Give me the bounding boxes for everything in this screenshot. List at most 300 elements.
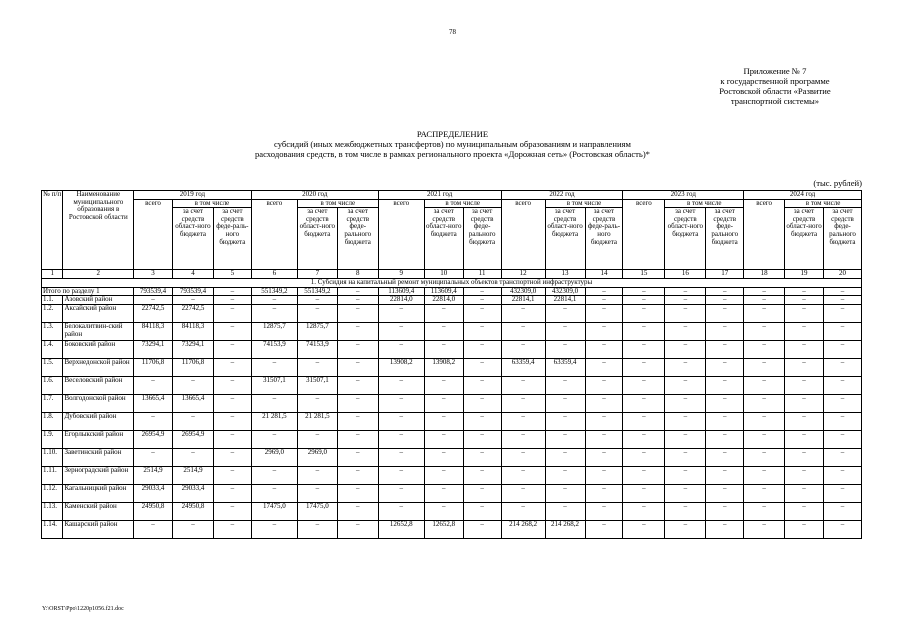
value-cell: – (213, 377, 251, 395)
value-cell: – (706, 323, 744, 341)
value-cell: 73294,1 (173, 341, 214, 359)
value-cell: – (337, 323, 378, 341)
table-body (42, 279, 862, 539)
value-cell: – (706, 296, 744, 305)
value-cell: – (623, 359, 665, 377)
table-row (42, 413, 862, 431)
value-cell: 22814,0 (378, 296, 424, 305)
row-name: Зерноградский район (63, 467, 134, 485)
value-cell: – (297, 296, 337, 305)
value-cell: – (585, 521, 623, 539)
value-cell: 12652,8 (378, 521, 424, 539)
value-cell: – (463, 485, 501, 503)
value-cell: 24950,8 (134, 503, 173, 521)
value-cell: 17475,0 (251, 503, 297, 521)
value-cell: – (785, 296, 824, 305)
table-row (42, 323, 862, 341)
value-cell: – (501, 305, 545, 323)
value-cell: – (665, 413, 706, 431)
value-cell: – (823, 296, 861, 305)
row-number: 1.11. (42, 467, 63, 485)
value-cell: 26954,9 (134, 431, 173, 449)
total-cell: 432309,0 (545, 287, 585, 296)
value-cell: – (585, 413, 623, 431)
value-cell: – (744, 503, 785, 521)
table-row (42, 485, 862, 503)
value-cell: – (337, 341, 378, 359)
value-cell: – (706, 359, 744, 377)
value-cell: – (706, 395, 744, 413)
value-cell: – (744, 431, 785, 449)
value-cell: – (424, 485, 463, 503)
total-cell: – (744, 287, 785, 296)
value-cell: – (213, 395, 251, 413)
value-cell: – (297, 431, 337, 449)
row-number: 1.6. (42, 377, 63, 395)
header-fed: за счет средств феде-рального бюджета (337, 208, 378, 270)
value-cell: – (744, 341, 785, 359)
value-cell: 21 281,5 (251, 413, 297, 431)
value-cell: – (173, 449, 214, 467)
value-cell: – (501, 449, 545, 467)
value-cell: 22742,5 (134, 305, 173, 323)
total-cell: 551349,2 (251, 287, 297, 296)
value-cell: 2969,0 (297, 449, 337, 467)
value-cell: 24950,8 (173, 503, 214, 521)
value-cell: 29033,4 (173, 485, 214, 503)
row-number: 1.5. (42, 359, 63, 377)
total-label: Итого по разделу 1 (42, 287, 134, 296)
value-cell: – (251, 521, 297, 539)
value-cell: – (378, 485, 424, 503)
value-cell: – (545, 485, 585, 503)
header-fed: за счет средств феде-раль-ного бюджета (213, 208, 251, 270)
value-cell: – (585, 485, 623, 503)
value-cell: – (463, 359, 501, 377)
table-row (42, 521, 862, 539)
header-year: 2022 год (501, 191, 623, 200)
value-cell: – (706, 431, 744, 449)
value-cell: – (501, 413, 545, 431)
column-number: 6 (251, 270, 297, 279)
header-incl: в том числе (424, 199, 501, 208)
value-cell: – (823, 485, 861, 503)
value-cell: 22814,1 (501, 296, 545, 305)
value-cell: – (785, 395, 824, 413)
value-cell: – (213, 323, 251, 341)
value-cell: – (665, 431, 706, 449)
header-total: всего (251, 199, 297, 270)
table-row (42, 359, 862, 377)
value-cell: – (706, 449, 744, 467)
value-cell: 12875,7 (251, 323, 297, 341)
value-cell: – (501, 377, 545, 395)
value-cell: – (785, 449, 824, 467)
header-fed: за счет средств феде-раль-ного бюджета (585, 208, 623, 270)
value-cell: – (623, 323, 665, 341)
value-cell: – (213, 521, 251, 539)
value-cell: – (785, 413, 824, 431)
value-cell: – (545, 395, 585, 413)
total-cell: – (823, 287, 861, 296)
value-cell: – (424, 431, 463, 449)
table-row (42, 395, 862, 413)
value-cell: 84118,3 (134, 323, 173, 341)
value-cell: – (665, 395, 706, 413)
value-cell: – (623, 449, 665, 467)
value-cell: 22814,0 (424, 296, 463, 305)
total-cell: 113609,4 (378, 287, 424, 296)
value-cell: – (785, 503, 824, 521)
row-name: Белокалитвин-ский район (63, 323, 134, 341)
table-row (42, 467, 862, 485)
value-cell: – (585, 377, 623, 395)
table-header (42, 191, 862, 279)
value-cell: – (623, 521, 665, 539)
units-label: (тыс. рублей) (813, 178, 862, 188)
row-number: 1.3. (42, 323, 63, 341)
value-cell: – (623, 413, 665, 431)
value-cell: – (744, 359, 785, 377)
value-cell: – (337, 521, 378, 539)
row-name: Боковский район (63, 341, 134, 359)
value-cell: – (706, 413, 744, 431)
title-line-3: расходования средств, в том числе в рамках регионального проекта «Дорожная сеть» (Ростовская область)* (255, 149, 650, 159)
value-cell: – (501, 485, 545, 503)
value-cell: – (785, 431, 824, 449)
value-cell: – (463, 449, 501, 467)
value-cell: – (585, 503, 623, 521)
table-row (42, 503, 862, 521)
row-number: 1.10. (42, 449, 63, 467)
value-cell: – (706, 467, 744, 485)
column-number: 5 (213, 270, 251, 279)
value-cell: – (378, 413, 424, 431)
value-cell: 74153,9 (251, 341, 297, 359)
value-cell: – (501, 395, 545, 413)
value-cell: – (213, 296, 251, 305)
value-cell: 214 268,2 (501, 521, 545, 539)
table-row (42, 431, 862, 449)
column-number: 15 (623, 270, 665, 279)
value-cell: – (173, 377, 214, 395)
value-cell: – (463, 296, 501, 305)
value-cell: – (463, 377, 501, 395)
value-cell: – (251, 359, 297, 377)
value-cell: – (785, 323, 824, 341)
value-cell: – (823, 503, 861, 521)
value-cell: – (823, 467, 861, 485)
value-cell: – (823, 395, 861, 413)
value-cell: – (463, 395, 501, 413)
value-cell: 12875,7 (297, 323, 337, 341)
column-number: 20 (823, 270, 861, 279)
value-cell: – (623, 503, 665, 521)
table-row (42, 341, 862, 359)
table-row (42, 305, 862, 323)
value-cell: – (623, 467, 665, 485)
header-obl: за счет средств област-ного бюджета (424, 208, 463, 270)
header-name: Наименование муниципального образования в Ростовской области (63, 191, 134, 270)
value-cell: 13908,2 (378, 359, 424, 377)
value-cell: – (337, 503, 378, 521)
column-number: 7 (297, 270, 337, 279)
header-fed: за счет средств феде-рального бюджета (706, 208, 744, 270)
value-cell: 11706,8 (173, 359, 214, 377)
value-cell: – (213, 449, 251, 467)
value-cell: – (744, 305, 785, 323)
total-cell: 551349,2 (297, 287, 337, 296)
value-cell: – (251, 305, 297, 323)
value-cell: – (585, 431, 623, 449)
value-cell: – (501, 323, 545, 341)
value-cell: – (337, 395, 378, 413)
value-cell: – (623, 341, 665, 359)
value-cell: 26954,9 (173, 431, 214, 449)
page-number: 78 (449, 28, 456, 36)
value-cell: – (785, 359, 824, 377)
row-name: Кагальницкий район (63, 485, 134, 503)
value-cell: – (424, 395, 463, 413)
value-cell: – (213, 467, 251, 485)
row-name: Волгодонской район (63, 395, 134, 413)
value-cell: – (463, 323, 501, 341)
row-name: Егорлыкский район (63, 431, 134, 449)
value-cell: – (213, 431, 251, 449)
header-incl: в том числе (173, 199, 252, 208)
value-cell: 13908,2 (424, 359, 463, 377)
value-cell: – (706, 503, 744, 521)
value-cell: – (823, 377, 861, 395)
value-cell: – (213, 341, 251, 359)
value-cell: – (665, 305, 706, 323)
value-cell: – (213, 503, 251, 521)
value-cell: 21 281,5 (297, 413, 337, 431)
header-obl: за счет средств област-ного бюджета (665, 208, 706, 270)
value-cell: – (585, 305, 623, 323)
value-cell: – (744, 413, 785, 431)
value-cell: – (545, 377, 585, 395)
value-cell: – (251, 485, 297, 503)
value-cell: – (823, 305, 861, 323)
value-cell: – (463, 467, 501, 485)
title-line-1: РАСПРЕДЕЛЕНИЕ (416, 129, 489, 139)
value-cell: – (134, 296, 173, 305)
value-cell: – (665, 449, 706, 467)
value-cell: 17475,0 (297, 503, 337, 521)
value-cell: – (823, 341, 861, 359)
total-cell: – (706, 287, 744, 296)
appendix-line-2: к государственной программе (720, 76, 830, 86)
column-number-row (42, 270, 862, 279)
value-cell: – (463, 341, 501, 359)
table-row (42, 296, 862, 305)
column-number: 9 (378, 270, 424, 279)
value-cell: – (213, 413, 251, 431)
value-cell: – (545, 449, 585, 467)
section-row (42, 279, 862, 288)
row-name: Дубовский район (63, 413, 134, 431)
value-cell: – (297, 485, 337, 503)
value-cell: 74153,9 (297, 341, 337, 359)
value-cell: – (785, 521, 824, 539)
value-cell: – (744, 377, 785, 395)
header-incl: в том числе (297, 199, 378, 208)
value-cell: – (585, 395, 623, 413)
header-obl: за счет средств област-ного бюджета (297, 208, 337, 270)
total-cell: 793539,4 (134, 287, 173, 296)
appendix-line-4: транспортной системы» (730, 96, 820, 106)
value-cell: – (744, 449, 785, 467)
total-cell: – (337, 287, 378, 296)
value-cell: – (823, 413, 861, 431)
value-cell: 29033,4 (134, 485, 173, 503)
header-total: всего (744, 199, 785, 270)
value-cell: 2514,9 (173, 467, 214, 485)
total-cell: – (623, 287, 665, 296)
value-cell: – (665, 323, 706, 341)
value-cell: – (665, 521, 706, 539)
value-cell: – (337, 467, 378, 485)
row-name: Азовский район (63, 296, 134, 305)
value-cell: – (706, 521, 744, 539)
value-cell: – (623, 431, 665, 449)
column-number: 8 (337, 270, 378, 279)
row-number: 1.13. (42, 503, 63, 521)
value-cell: – (337, 305, 378, 323)
row-name: Заветинский район (63, 449, 134, 467)
value-cell: – (665, 296, 706, 305)
value-cell: – (134, 449, 173, 467)
value-cell: 73294,1 (134, 341, 173, 359)
header-total: всего (623, 199, 665, 270)
value-cell: – (665, 341, 706, 359)
value-cell: – (623, 377, 665, 395)
value-cell: – (785, 485, 824, 503)
column-number: 17 (706, 270, 744, 279)
value-cell: – (463, 521, 501, 539)
row-name: Веселовский район (63, 377, 134, 395)
total-cell: – (665, 287, 706, 296)
value-cell: – (337, 413, 378, 431)
header-no: № п/п (42, 191, 63, 270)
row-number: 1.7. (42, 395, 63, 413)
row-number: 1.12. (42, 485, 63, 503)
value-cell: 214 268,2 (545, 521, 585, 539)
document-title (0, 129, 905, 159)
row-name: Верхнедонской район (63, 359, 134, 377)
table-row (42, 449, 862, 467)
row-name: Кашарский район (63, 521, 134, 539)
value-cell: – (297, 467, 337, 485)
value-cell: 22742,5 (173, 305, 214, 323)
value-cell: – (463, 431, 501, 449)
distribution-table (41, 190, 862, 539)
header-obl: за счет средств област-ного бюджета (785, 208, 824, 270)
value-cell: – (251, 395, 297, 413)
value-cell: 12652,8 (424, 521, 463, 539)
value-cell: – (545, 413, 585, 431)
value-cell: – (173, 296, 214, 305)
column-number: 14 (585, 270, 623, 279)
header-fed: за счет средств феде-рального бюджета (463, 208, 501, 270)
value-cell: – (297, 359, 337, 377)
value-cell: – (744, 485, 785, 503)
value-cell: – (424, 377, 463, 395)
header-total: всего (134, 199, 173, 270)
title-line-2: субсидий (иных межбюджетных трансфертов) по муниципальным образованиям и направлениям (274, 139, 631, 149)
value-cell: – (424, 305, 463, 323)
column-number: 12 (501, 270, 545, 279)
value-cell: – (213, 485, 251, 503)
value-cell: – (378, 503, 424, 521)
value-cell: – (378, 449, 424, 467)
section-title: 1. Субсидия на капитальный ремонт муниципальных объектов транспортной инфраструктуры (42, 279, 862, 288)
value-cell: – (213, 305, 251, 323)
column-number: 3 (134, 270, 173, 279)
row-number: 1.2. (42, 305, 63, 323)
value-cell: – (706, 485, 744, 503)
value-cell: 84118,3 (173, 323, 214, 341)
value-cell: – (744, 467, 785, 485)
value-cell: – (378, 305, 424, 323)
value-cell: 31507,1 (297, 377, 337, 395)
value-cell: – (665, 359, 706, 377)
appendix-block (690, 66, 860, 106)
row-number: 1.4. (42, 341, 63, 359)
value-cell: – (424, 413, 463, 431)
value-cell: – (501, 467, 545, 485)
value-cell: – (785, 305, 824, 323)
value-cell: – (545, 431, 585, 449)
value-cell: – (501, 503, 545, 521)
total-row (42, 287, 862, 296)
value-cell: – (823, 431, 861, 449)
value-cell: – (545, 305, 585, 323)
column-number: 10 (424, 270, 463, 279)
value-cell: – (213, 359, 251, 377)
value-cell: – (744, 521, 785, 539)
value-cell: – (378, 395, 424, 413)
value-cell: – (463, 413, 501, 431)
total-cell: 113609,4 (424, 287, 463, 296)
header-incl: в том числе (545, 199, 623, 208)
value-cell: – (337, 431, 378, 449)
column-number: 1 (42, 270, 63, 279)
value-cell: – (585, 467, 623, 485)
column-number: 11 (463, 270, 501, 279)
value-cell: – (744, 323, 785, 341)
value-cell: – (823, 449, 861, 467)
value-cell: – (378, 341, 424, 359)
value-cell: – (173, 521, 214, 539)
value-cell: – (378, 431, 424, 449)
header-incl: в том числе (785, 199, 862, 208)
header-incl: в том числе (665, 199, 744, 208)
value-cell: – (623, 395, 665, 413)
value-cell: – (424, 467, 463, 485)
table-row (42, 377, 862, 395)
value-cell: 13665,4 (173, 395, 214, 413)
value-cell: – (585, 323, 623, 341)
value-cell: – (585, 341, 623, 359)
row-number: 1.8. (42, 413, 63, 431)
value-cell: – (665, 485, 706, 503)
value-cell: – (823, 323, 861, 341)
value-cell: – (424, 449, 463, 467)
file-path: Y:\ORST\Ppo\1220p1056.f21.doc (42, 606, 124, 612)
total-cell: 793539,4 (173, 287, 214, 296)
